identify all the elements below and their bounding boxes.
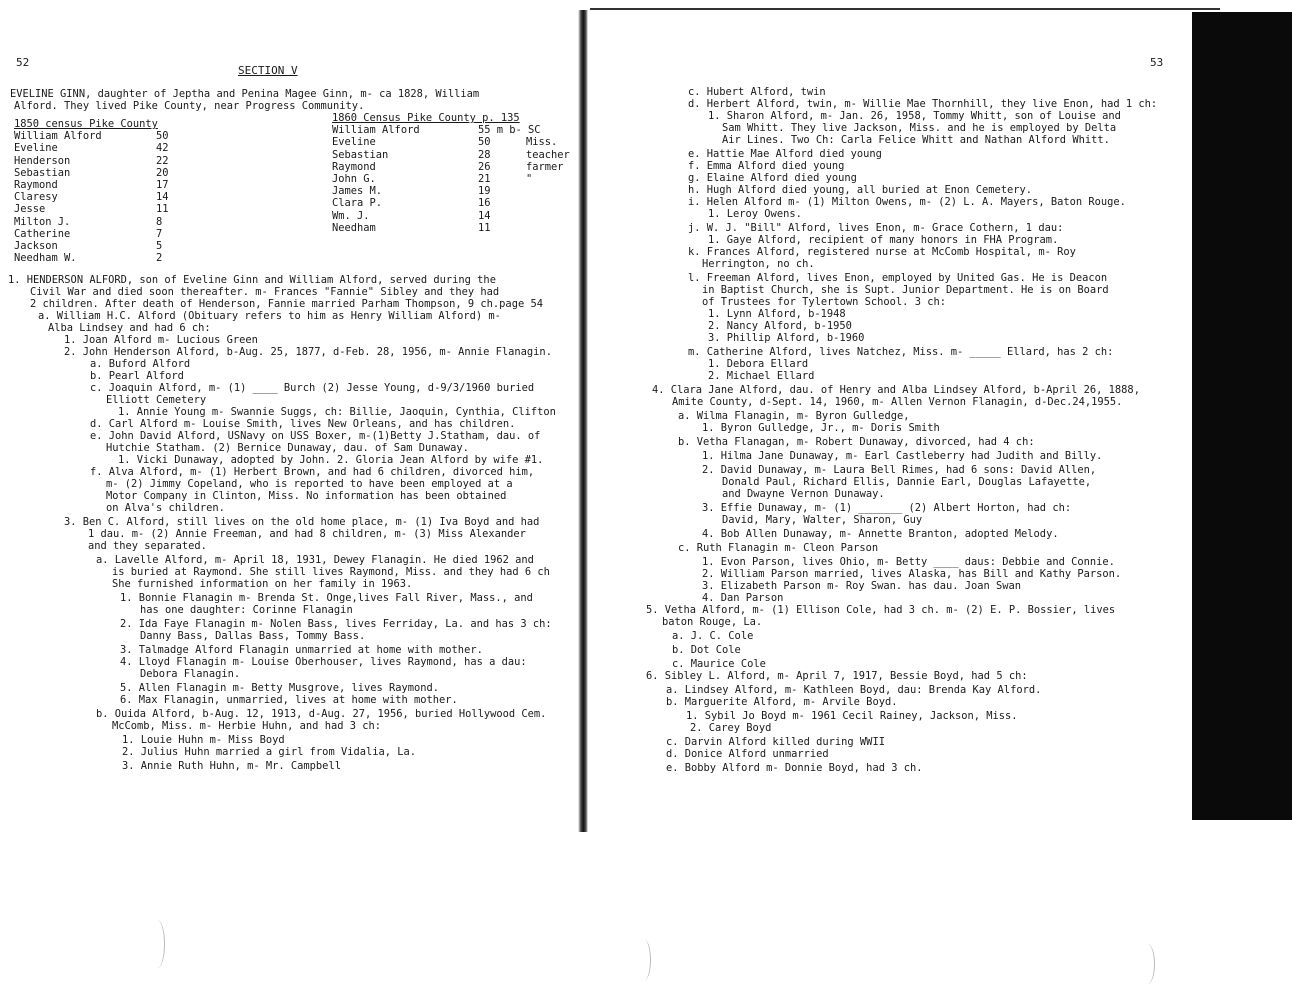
intro-line: Alford. They lived Pike County, near Progress Community. — [14, 100, 365, 112]
text-line: 1. HENDERSON ALFORD, son of Eveline Ginn and William Alford, served during the — [8, 274, 496, 286]
text-line: b. Ouida Alford, b-Aug. 12, 1913, d-Aug. 27, 1956, buried Hollywood Cem. — [96, 708, 547, 720]
census-row: Jesse 11 — [14, 203, 169, 216]
text-line: is buried at Raymond. She still lives Raymond, Miss. and they had 6 ch — [112, 566, 550, 578]
text-line: a. Buford Alford — [90, 358, 191, 370]
text-line: on Alva's children. — [106, 502, 225, 514]
page-number: 52 — [16, 56, 30, 69]
text-line: 6. Max Flanagin, unmarried, lives at home with mother. — [120, 694, 458, 706]
census-row: Sebastian 20 — [14, 166, 169, 179]
text-line: 1. Sharon Alford, m- Jan. 26, 1958, Tommy Whitt, son of Louise and — [708, 110, 1121, 122]
page-curl-mark — [638, 940, 651, 980]
page-number: 53 — [1150, 56, 1164, 69]
right-page — [590, 0, 1190, 989]
text-line: She furnished information on her family in 1963. — [112, 578, 413, 590]
page-curl-mark — [150, 920, 165, 968]
census-row: William Alford 55 m b- SC — [332, 124, 541, 137]
census-row: Jackson 5 — [14, 240, 163, 253]
text-line: e. Hattie Mae Alford died young — [688, 148, 882, 160]
page-curl-mark — [1140, 944, 1155, 984]
text-line: 4. Clara Jane Alford, dau. of Henry and Alba Lindsey Alford, b-April 26, 1888, — [652, 384, 1140, 396]
census-row: Catherine 7 — [14, 227, 163, 240]
census-row: Eveline 42 — [14, 142, 169, 155]
text-line: Donald Paul, Richard Ellis, Dannie Earl, Douglas Lafayette, — [722, 476, 1092, 488]
text-line: Elliott Cemetery — [106, 394, 207, 406]
text-line: l. Freeman Alford, lives Enon, employed by United Gas. He is Deacon — [688, 272, 1108, 284]
text-line: d. Herbert Alford, twin, m- Willie Mae Thornhill, they live Enon, had 1 ch: — [688, 98, 1158, 110]
text-line: Alba Lindsey and had 6 ch: — [48, 322, 211, 334]
text-line: 4. Bob Allen Dunaway, m- Annette Branton, adopted Melody. — [702, 528, 1059, 540]
text-line: Sam Whitt. They live Jackson, Miss. and he is employed by Delta — [722, 122, 1117, 134]
text-line: m. Catherine Alford, lives Natchez, Miss. m- _____ Ellard, has 2 ch: — [688, 346, 1114, 358]
census-row: Raymond 26 farmer — [332, 160, 564, 173]
text-line: 1. Louie Huhn m- Miss Boyd — [122, 734, 285, 746]
text-line: m- (2) Jimmy Copeland, who is reported to have been employed at a — [106, 478, 513, 490]
text-line: 2. Ida Faye Flanagin m- Nolen Bass, lives Ferriday, La. and has 3 ch: — [120, 618, 552, 630]
census-row: Wm. J. 14 — [332, 209, 491, 222]
text-line: Hutchie Statham. (2) Bernice Dunaway, dau. of Sam Dunaway. — [106, 442, 469, 454]
text-line: Air Lines. Two Ch: Carla Felice Whitt and Nathan Alford Whitt. — [722, 134, 1110, 146]
text-line: g. Elaine Alford died young — [688, 172, 857, 184]
text-line: in Baptist Church, she is Supt. Junior Department. He is on Board — [702, 284, 1109, 296]
text-line: Herrington, no ch. — [702, 258, 815, 270]
census-row: Eveline 50 Miss. — [332, 136, 558, 149]
text-line: Amite County, d-Sept. 14, 1960, m- Allen Vernon Flanagin, d-Dec.24,1955. — [672, 396, 1123, 408]
text-line: 2 children. After death of Henderson, Fannie married Parham Thompson, 9 ch.page 54 — [30, 298, 543, 310]
text-line: 5. Allen Flanagin m- Betty Musgrove, lives Raymond. — [120, 682, 440, 694]
text-line: 4. Dan Parson — [702, 592, 784, 604]
text-line: a. Lavelle Alford, m- April 18, 1931, Dewey Flanagin. He died 1962 and — [96, 554, 534, 566]
intro-line: EVELINE GINN, daughter of Jeptha and Penina Magee Ginn, m- ca 1828, William — [10, 88, 480, 100]
text-line: a. Lindsey Alford, m- Kathleen Boyd, dau: Brenda Kay Alford. — [666, 684, 1042, 696]
census-row: Raymond 17 — [14, 179, 169, 192]
text-line: 4. Lloyd Flanagin m- Louise Oberhouser, lives Raymond, has a dau: — [120, 656, 527, 668]
text-line: Motor Company in Clinton, Miss. No information has been obtained — [106, 490, 507, 502]
census-row: Needham W. 2 — [14, 252, 163, 265]
text-line: c. Darvin Alford killed during WWII — [666, 736, 885, 748]
text-line: Civil War and died soon thereafter. m- Frances "Fannie" Sibley and they had — [30, 286, 500, 298]
text-line: 1. Lynn Alford, b-1948 — [708, 308, 846, 320]
census-row: John G. 21 " — [332, 173, 533, 186]
text-line: 1. Evon Parson, lives Ohio, m- Betty ____ daus: Debbie and Connie. — [702, 556, 1115, 568]
text-line: 3. Ben C. Alford, still lives on the old home place, m- (1) Iva Boyd and had — [64, 516, 540, 528]
text-line: e. John David Alford, USNavy on USS Boxer, m-(1)Betty J.Statham, dau. of — [90, 430, 541, 442]
text-line: 6. Sibley L. Alford, m- April 7, 1917, Bessie Boyd, had 5 ch: — [646, 670, 1028, 682]
text-line: 3. Elizabeth Parson m- Roy Swan. has dau. Joan Swan — [702, 580, 1022, 592]
text-line: a. William H.C. Alford (Obituary refers to him as Henry William Alford) m- — [38, 310, 501, 322]
text-line: 5. Vetha Alford, m- (1) Ellison Cole, had 3 ch. m- (2) E. P. Bossier, lives — [646, 604, 1116, 616]
text-line: 2. Julius Huhn married a girl from Vidalia, La. — [122, 746, 417, 758]
section-title: SECTION V — [238, 64, 298, 77]
text-line: 1. Hilma Jane Dunaway, m- Earl Castleberry had Judith and Billy. — [702, 450, 1103, 462]
census-row: James M. 19 — [332, 185, 491, 198]
text-line: 1. Sybil Jo Boyd m- 1961 Cecil Rainey, Jackson, Miss. — [686, 710, 1018, 722]
text-line: k. Frances Alford, registered nurse at McComb Hospital, m- Roy — [688, 246, 1076, 258]
text-line: 1. Byron Gulledge, Jr., m- Doris Smith — [702, 422, 940, 434]
text-line: and they separated. — [88, 540, 207, 552]
text-line: 1 dau. m- (2) Annie Freeman, and had 8 children, m- (3) Miss Alexander — [88, 528, 526, 540]
text-line: 1. Leroy Owens. — [708, 208, 802, 220]
text-line: f. Alva Alford, m- (1) Herbert Brown, and had 6 children, divorced him, — [90, 466, 535, 478]
census-1860-table — [332, 112, 570, 234]
census-row: Milton J. 8 — [14, 215, 163, 228]
text-line: has one daughter: Corinne Flanagin — [140, 604, 353, 616]
text-line: c. Hubert Alford, twin — [688, 86, 826, 98]
text-line: and Dwayne Vernon Dunaway. — [722, 488, 885, 500]
text-line: baton Rouge, La. — [662, 616, 763, 628]
census-row: Clara P. 16 — [332, 197, 491, 210]
text-line: 2. David Dunaway, m- Laura Bell Rimes, had 6 sons: David Allen, — [702, 464, 1097, 476]
text-line: 3. Talmadge Alford Flanagin unmarried at home with mother. — [120, 644, 483, 656]
text-line: 1. Debora Ellard — [708, 358, 809, 370]
census-row: William Alford 50 — [14, 130, 169, 143]
text-line: e. Bobby Alford m- Donnie Boyd, had 3 ch. — [666, 762, 923, 774]
text-line: a. J. C. Cole — [672, 630, 754, 642]
text-line: of Trustees for Tylertown School. 3 ch: — [702, 296, 946, 308]
text-line: 3. Effie Dunaway, m- (1) _______ (2) Albert Horton, had ch: — [702, 502, 1072, 514]
text-line: i. Helen Alford m- (1) Milton Owens, m- (2) L. A. Mayers, Baton Rouge. — [688, 196, 1126, 208]
text-line: b. Pearl Alford — [90, 370, 184, 382]
text-line: h. Hugh Alford died young, all buried at Enon Cemetery. — [688, 184, 1033, 196]
text-line: 2. John Henderson Alford, b-Aug. 25, 1877, d-Feb. 28, 1956, m- Annie Flanagin. — [64, 346, 552, 358]
text-line: 2. Nancy Alford, b-1950 — [708, 320, 852, 332]
census-row: Sebastian 28 teacher — [332, 148, 570, 161]
census-row: Needham 11 — [332, 221, 491, 234]
text-line: 1. Vicki Dunaway, adopted by John. 2. Gloria Jean Alford by wife #1. — [118, 454, 544, 466]
scan-black-edge — [1192, 12, 1292, 820]
text-line: b. Marguerite Alford, m- Arvile Boyd. — [666, 696, 898, 708]
text-line: b. Dot Cole — [672, 644, 741, 656]
text-line: 1. Annie Young m- Swannie Suggs, ch: Billie, Jaoquin, Cynthia, Clifton — [118, 406, 556, 418]
text-line: d. Carl Alford m- Louise Smith, lives New Orleans, and has children. — [90, 418, 516, 430]
text-line: d. Donice Alford unmarried — [666, 748, 829, 760]
text-line: 3. Phillip Alford, b-1960 — [708, 332, 865, 344]
text-line: c. Ruth Flanagin m- Cleon Parson — [678, 542, 879, 554]
text-line: 2. Michael Ellard — [708, 370, 815, 382]
census-row: Claresy 14 — [14, 191, 169, 204]
text-line: 1. Gaye Alford, recipient of many honors in FHA Program. — [708, 234, 1059, 246]
left-page — [0, 0, 580, 989]
text-line: 1. Bonnie Flanagin m- Brenda St. Onge,lives Fall River, Mass., and — [120, 592, 533, 604]
census-1850-heading: 1850 census Pike County — [14, 118, 158, 130]
text-line: 2. Carey Boyd — [690, 722, 772, 734]
text-line: j. W. J. "Bill" Alford, lives Enon, m- Grace Cothern, 1 dau: — [688, 222, 1064, 234]
text-line: David, Mary, Walter, Sharon, Guy — [722, 514, 923, 526]
census-row: Henderson 22 — [14, 154, 169, 167]
text-line: 1. Joan Alford m- Lucious Green — [64, 334, 258, 346]
text-line: a. Wilma Flanagin, m- Byron Gulledge, — [678, 410, 910, 422]
text-line: Debora Flanagin. — [140, 668, 241, 680]
text-line: f. Emma Alford died young — [688, 160, 845, 172]
text-line: b. Vetha Flanagan, m- Robert Dunaway, divorced, had 4 ch: — [678, 436, 1035, 448]
text-line: 3. Annie Ruth Huhn, m- Mr. Campbell — [122, 760, 341, 772]
text-line: 2. William Parson married, lives Alaska, has Bill and Kathy Parson. — [702, 568, 1122, 580]
census-1850-table — [14, 118, 169, 264]
text-line: McComb, Miss. m- Herbie Huhn, and had 3 ch: — [112, 720, 381, 732]
text-line: c. Maurice Cole — [672, 658, 766, 670]
text-line: Danny Bass, Dallas Bass, Tommy Bass. — [140, 630, 366, 642]
text-line: c. Joaquin Alford, m- (1) ____ Burch (2) Jesse Young, d-9/3/1960 buried — [90, 382, 535, 394]
census-1860-heading: 1860 Census Pike County p. 135 — [332, 112, 520, 124]
